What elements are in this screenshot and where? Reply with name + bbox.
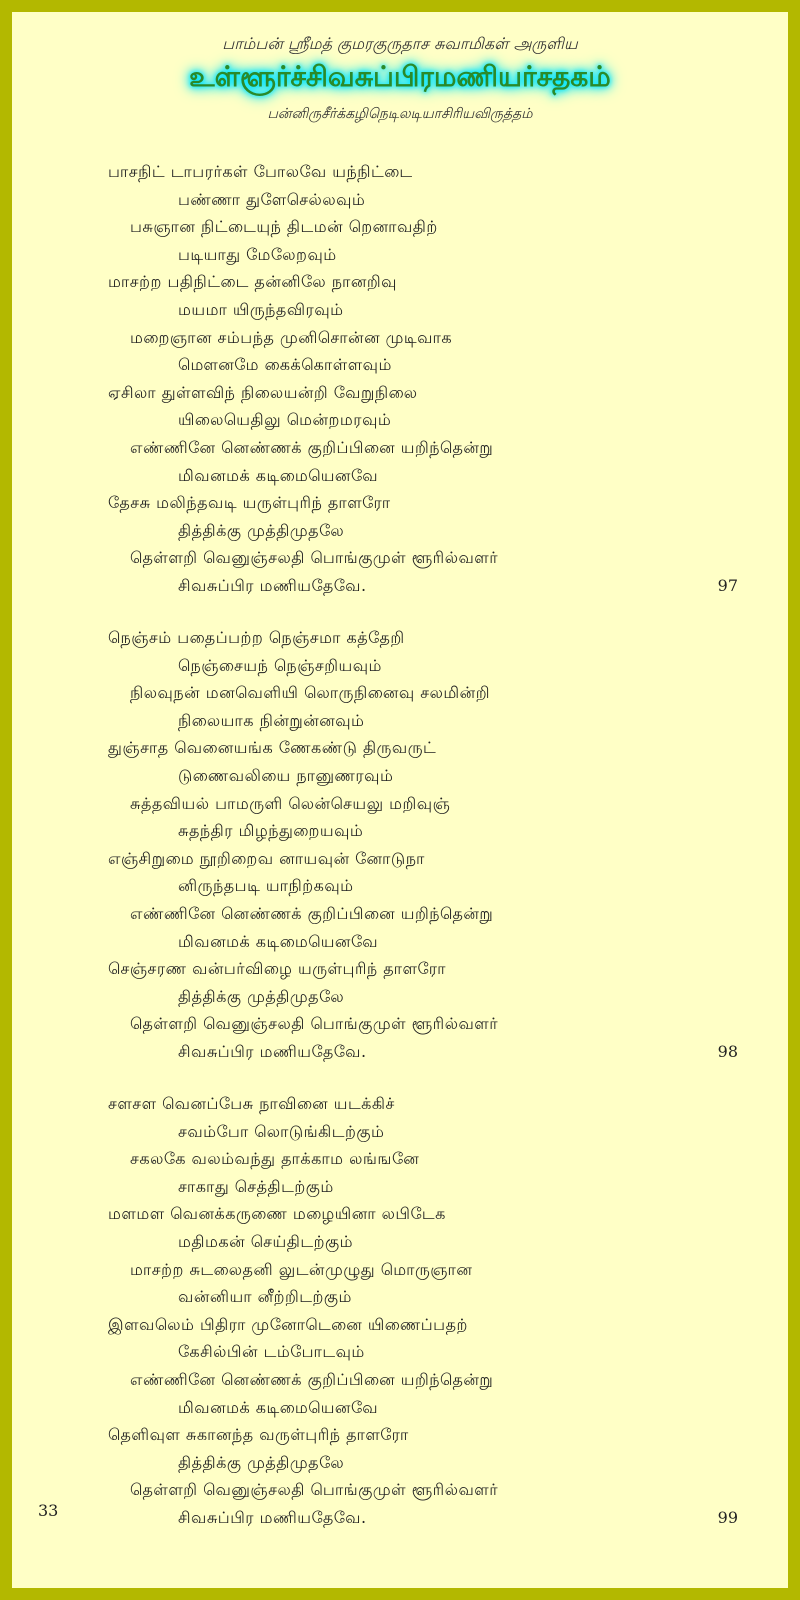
verse-number: 98 <box>717 1042 738 1061</box>
verse-line: வன்னியா னீற்றிடற்கும் <box>178 1287 352 1307</box>
verse-line: னிருந்தபடி யாநிற்கவும் <box>178 876 354 896</box>
header-meter: பன்னிருசீர்க்கழிநெடிலடியாசிரியவிருத்தம் <box>267 106 533 122</box>
verse-line: சுத்தவியல் பாமருளி லென்செயலு மறிவுஞ் <box>130 793 451 813</box>
verse-line: செஞ்சரண வன்பர்விழை யருள்புரிந் தாளரோ <box>108 959 446 979</box>
page <box>12 12 788 1588</box>
verse-line: நிலவுநன் மனவெளியி லொருநினைவு சலமின்றி <box>130 683 490 703</box>
verse-line: மறைஞான சம்பந்த முனிசொன்ன முடிவாக <box>130 327 453 347</box>
verse-line: தித்திக்கு முத்திமுதலே <box>178 520 345 540</box>
verse-line: தெளிவுள சுகானந்த வருள்புரிந் தாளரோ <box>108 1425 409 1445</box>
verse-line: தித்திக்கு முத்திமுதலே <box>178 1452 345 1472</box>
verse-line: டுணைவலியை நானுணரவும் <box>178 766 394 785</box>
verse-line: சிவசுப்பிர மணியதேவே. <box>178 1042 367 1061</box>
verse-line: தேசசு மலிந்தவடி யருள்புரிந் தாளரோ <box>108 493 391 513</box>
header-subtitle: பாம்பன் ஸ்ரீமத் குமரகுருதாச சுவாமிகள் அருளிய <box>222 34 578 53</box>
verse-line: மிவனமக் கடிமையெனவே <box>178 465 379 485</box>
verse-line: தெள்ளறி வெனுஞ்சலதி பொங்குமுள் ளூரில்வளர் <box>130 1014 499 1034</box>
verse-line: நிலையாக நின்றுன்னவும் <box>178 710 365 730</box>
verse-line: சகலகே வலம்வந்து தாக்காம லங்ஙனே <box>130 1149 420 1169</box>
header-title: உள்ளூர்ச்சிவசுப்பிரமணியர்சதகம் <box>189 60 611 93</box>
verse-line: எண்ணினே னெண்ணக் குறிப்பினை யறிந்தென்று <box>130 1370 494 1389</box>
verse-line: படியாது மேலேறவும் <box>178 244 337 264</box>
verse-number: 99 <box>717 1508 738 1527</box>
verse-line: மதிமகன் செய்திடற்கும் <box>178 1232 353 1251</box>
verse-line: பசுஞான நிட்டையுந் திடமன் றெனாவதிற் <box>130 217 438 237</box>
verse-line: தெள்ளறி வெனுஞ்சலதி பொங்குமுள் ளூரில்வளர் <box>130 1480 499 1500</box>
verse-line: மயமா யிருந்தவிரவும் <box>178 300 344 319</box>
verse-line: கேசில்பின் டம்போடவும் <box>178 1342 365 1362</box>
verse-line: சளசள வெனப்பேசு நாவினை யடக்கிச் <box>108 1094 395 1113</box>
verse-line: சிவசுப்பிர மணியதேவே. <box>178 1508 367 1527</box>
verse-line: இளவலெம் பிதிரா முனோடெனை யிணைப்பதற் <box>108 1314 468 1334</box>
verse-line: எண்ணினே னெண்ணக் குறிப்பினை யறிந்தென்று <box>130 438 494 457</box>
verse-line: நெஞ்சம் பதைப்பற்ற நெஞ்சமா கத்தேறி <box>108 628 405 647</box>
verse-line: சவம்போ லொடுங்கிடற்கும் <box>178 1121 385 1141</box>
verse-line: சிவசுப்பிர மணியதேவே. <box>178 576 367 595</box>
verse-line: மிவனமக் கடிமையெனவே <box>178 931 379 951</box>
verse-line: பாசநிட் டாபரர்கள் போலவே யந்நிட்டை <box>108 162 413 181</box>
verse-line: சுதந்திர மிழந்துறையவும் <box>178 821 364 841</box>
verse-line: எஞ்சிறுமை நூறிறைவ னாயவுன் னோடுநா <box>108 848 425 868</box>
verse-line: நெஞ்சையந் நெஞ்சறியவும் <box>178 655 382 675</box>
verse-line: ஏசிலா துள்ளவிந் நிலையன்றி வேறுநிலை <box>108 382 418 402</box>
verse-number: 97 <box>717 576 738 595</box>
verse-line: மௌனமே கைக்கொள்ளவும் <box>178 355 392 375</box>
verse-line: துஞ்சாத வெனையங்க ணேகண்டு திருவருட் <box>108 738 437 758</box>
page-number: 33 <box>38 1501 59 1520</box>
verse-line: தித்திக்கு முத்திமுதலே <box>178 986 345 1006</box>
verse-line: தெள்ளறி வெனுஞ்சலதி பொங்குமுள் ளூரில்வளர் <box>130 548 499 568</box>
verse-line: யிலையெதிலு மென்றமரவும் <box>178 410 392 430</box>
verse-line: எண்ணினே னெண்ணக் குறிப்பினை யறிந்தென்று <box>130 904 494 923</box>
verse-line: சாகாது செத்திடற்கும் <box>178 1176 334 1196</box>
verse-line: மளமள வெனக்கருணை மழையினா லபிடேக <box>108 1204 446 1224</box>
verse-line: மாசற்ற சுடலைதனி லுடன்முழுது மொருஞான <box>130 1259 473 1279</box>
verse-line: பண்ணா துளேசெல்லவும் <box>178 189 366 209</box>
verse-line: மிவனமக் கடிமையெனவே <box>178 1397 379 1417</box>
verse-line: மாசற்ற பதிநிட்டை தன்னிலே நானறிவு <box>108 272 397 292</box>
